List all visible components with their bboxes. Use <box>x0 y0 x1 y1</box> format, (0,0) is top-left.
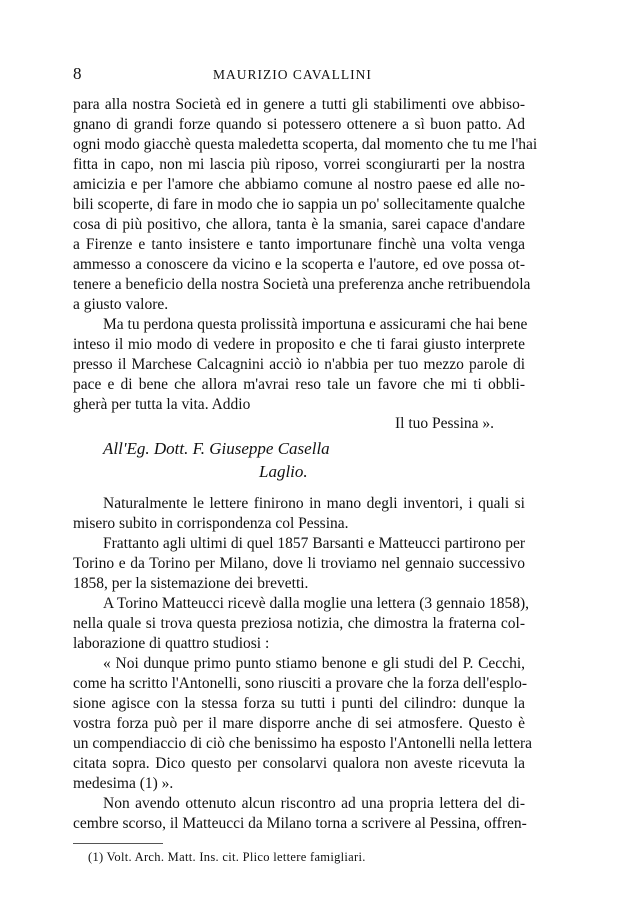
body-line: gnano di grandi forze quando si potessero ottenere a sì buon patto. Ad <box>73 116 525 133</box>
body-line: fitta in capo, non mi lascia più riposo, vorrei scongiurarti per la nostra <box>73 156 525 173</box>
addressee-place: Laglio. <box>259 462 308 481</box>
body-line: a giusto valore. <box>73 296 169 313</box>
body-line: vostra forza può per il mare disporre anche di sei atmosfere. Questo è <box>73 715 525 732</box>
body-line: a Firenze e tanto insistere e tanto importunare finchè una volta venga <box>73 236 525 253</box>
body-line: « Noi dunque primo punto stiamo benone e gli studi del P. Cecchi, <box>103 655 525 672</box>
body-line: Torino e da Torino per Milano, dove li troviamo nel gennaio successivo <box>73 555 525 572</box>
body-line: inteso il mio modo di vedere in proposito e che ti farai giusto interprete <box>73 336 525 353</box>
body-line: Ma tu perdona questa prolissità importuna e assicurami che hai bene <box>103 316 528 333</box>
letter-signature: Il tuo Pessina ». <box>395 415 495 432</box>
page-number: 8 <box>73 64 82 83</box>
body-line: cosa di più positivo, che allora, tanta è la smania, sarei capace d'andare <box>73 216 525 233</box>
body-line: cembre scorso, il Matteucci da Milano torna a scrivere al Pessina, offren- <box>73 815 527 832</box>
body-line: pace e di bene che allora m'avrai reso tale un favore che mi ti obbli- <box>73 376 525 393</box>
body-line: citata sopra. Dico questo per consolarvi qualora non aveste ricevuta la <box>73 755 525 772</box>
body-line: ammesso a conoscere da vicino e la scoperta e l'autore, ed ove possa ot- <box>73 256 525 273</box>
body-line: Naturalmente le lettere finirono in mano degli inventori, i quali si <box>103 495 525 512</box>
body-line: para alla nostra Società ed in genere a tutti gli stabilimenti ove abbiso- <box>73 96 525 113</box>
body-line: Non avendo ottenuto alcun riscontro ad una propria lettera del di- <box>103 795 525 812</box>
body-line: presso il Marchese Calcagnini acciò io n'abbia per tuo mezzo parole di <box>73 356 525 373</box>
addressee-name: All'Eg. Dott. F. Giuseppe Casella <box>103 439 330 458</box>
body-line: laborazione di quattro studiosi : <box>73 635 270 652</box>
body-line: 1858, per la sistemazione dei brevetti. <box>73 575 309 592</box>
body-line: Frattanto agli ultimi di quel 1857 Barsanti e Matteucci partirono per <box>103 535 525 552</box>
footnote-rule <box>73 843 163 844</box>
body-line: A Torino Matteucci ricevè dalla moglie una lettera (3 gennaio 1858), <box>103 595 530 612</box>
body-line: gherà per tutta la vita. Addio <box>73 396 251 413</box>
running-head: MAURIZIO CAVALLINI <box>213 67 372 82</box>
body-line: un compendiaccio di ciò che benissimo ha esposto l'Antonelli nella lettera <box>73 735 533 752</box>
body-line: sione agisce con la stessa forza su tutti i punti del cilindro: dunque la <box>73 695 525 712</box>
body-line: come ha scritto l'Antonelli, sono riusciti a provare che la forza dell'esplo- <box>73 675 528 692</box>
body-line: tenere a beneficio della nostra Società una preferenza anche retribuendola <box>73 276 531 293</box>
body-line: nella quale si trova questa preziosa notizia, che dimostra la fraterna col- <box>73 615 525 632</box>
body-line: ogni modo giacchè questa maledetta scoperta, dal momento che tu me l'hai <box>73 136 538 153</box>
body-line: bili scoperte, di fare in modo che io sappia un po' sollecitamente qualche <box>73 196 525 213</box>
page-header <box>73 64 537 86</box>
body-line: amicizia e per l'amore che abbiamo comune al nostro paese ed alle no- <box>73 176 525 193</box>
body-line: medesima (1) ». <box>73 775 174 792</box>
footnote: (1) Volt. Arch. Matt. Ins. cit. Plico lettere famigliari. <box>88 850 366 864</box>
body-line: misero subito in corrispondenza col Pessina. <box>73 515 349 532</box>
